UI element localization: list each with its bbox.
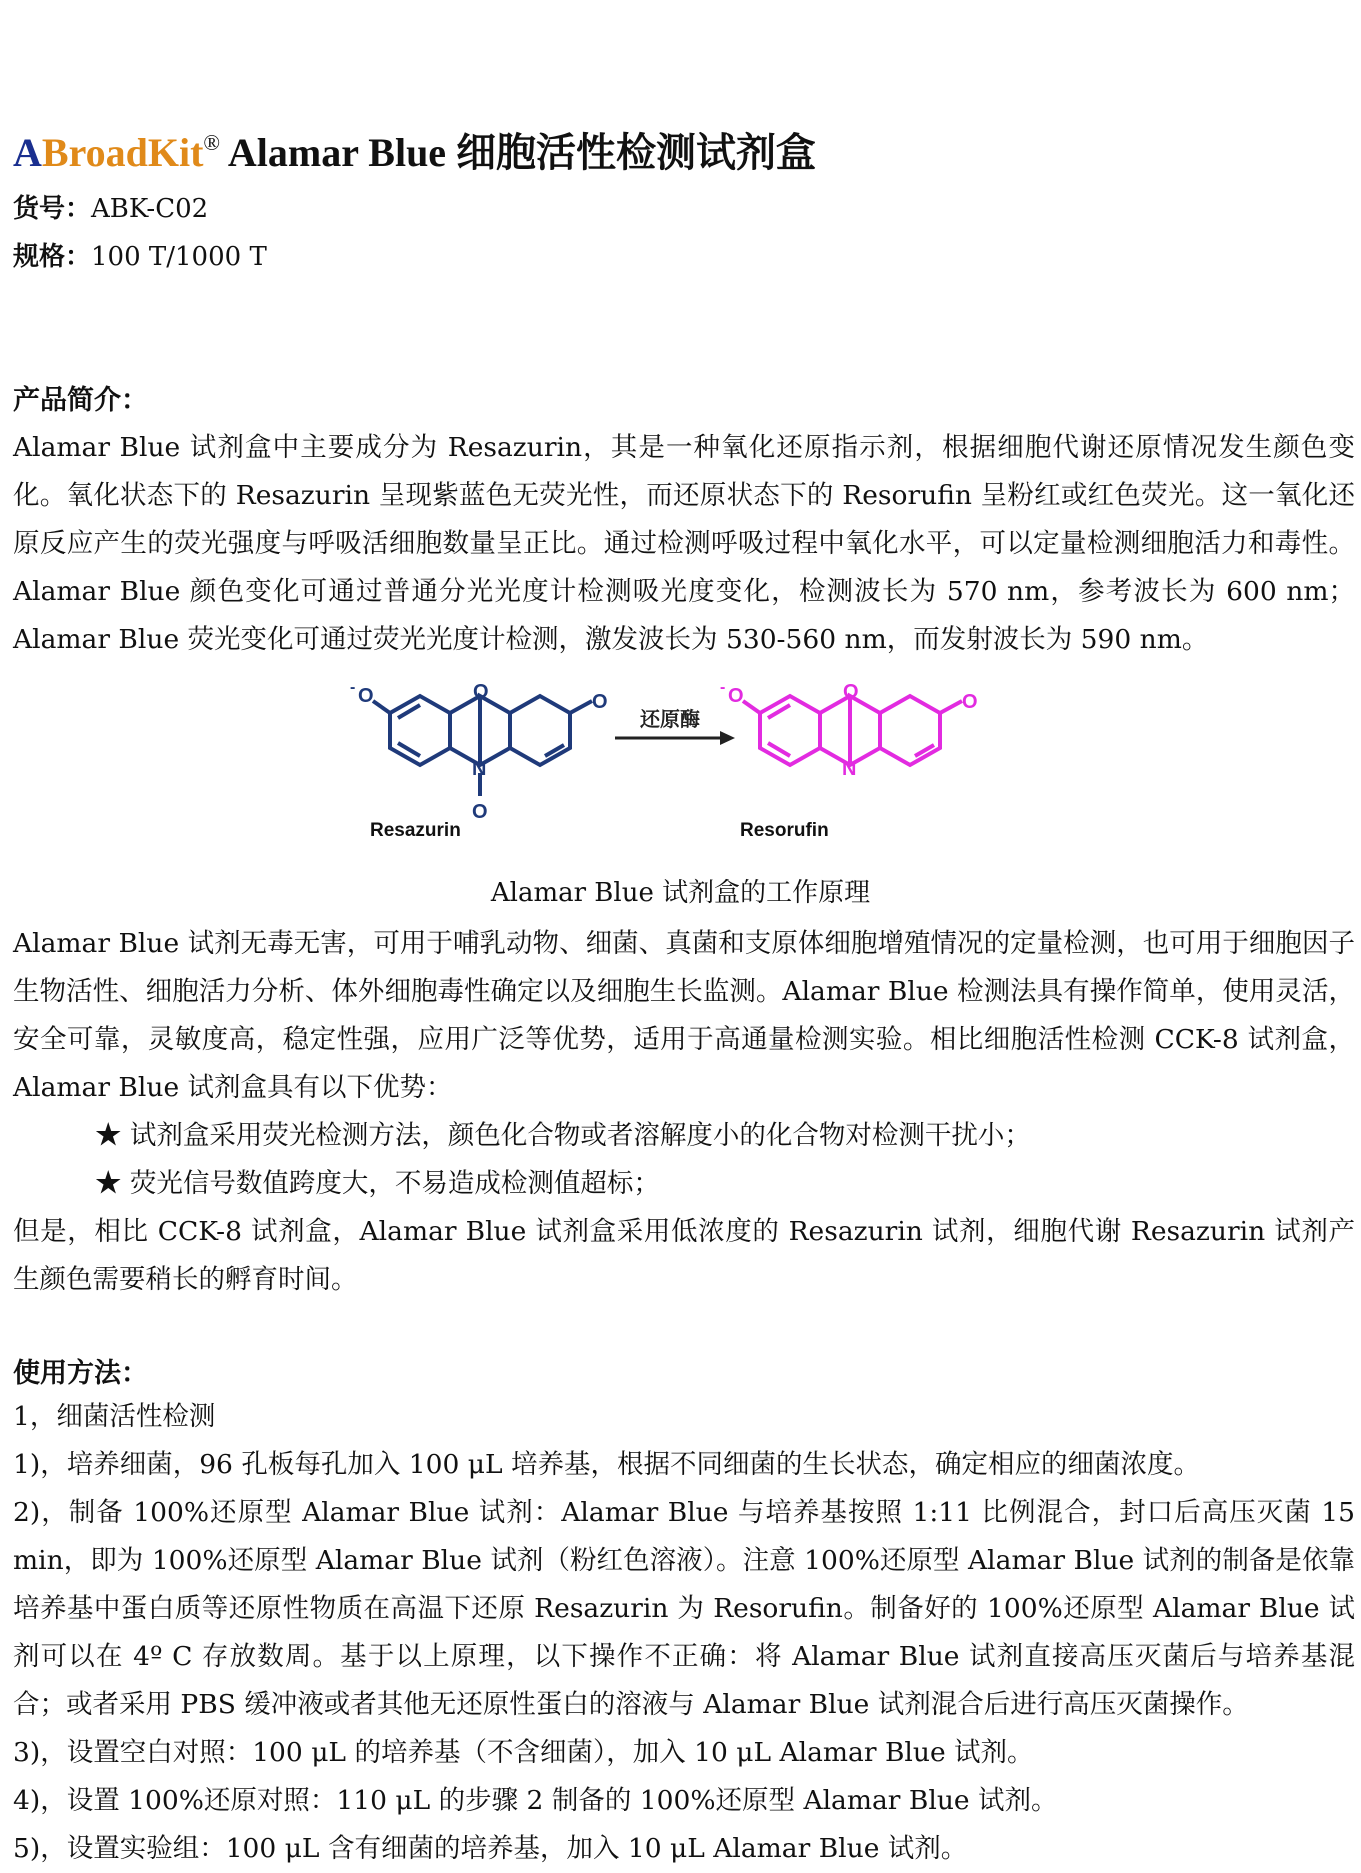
resazurin-ring-oxygen: O [473, 681, 489, 703]
resorufin-name: Resorufin [740, 820, 829, 841]
resazurin-phenolate-oxygen: O [358, 685, 374, 707]
usage-step-3: 3)，设置空白对照：100 μL 的培养基（不含细菌），加入 10 μL Alamar Blue 试剂。 [13, 1737, 1034, 1768]
catalog-label: 货号： [13, 194, 92, 224]
intro-paragraph-2: Alamar Blue 试剂无毒无害，可用于哺乳动物、细菌、真菌和支原体细胞增殖情况的定量检测，也可用于细胞因子生物活性、细胞活力分析、体外细胞毒性确定以及细胞生长监测。Alamar Blue 检测法具有操作简单，使用灵活，安全可靠，灵敏度高，稳定性强，应用广泛等优势，适用于高通量检测实验。相比细胞活性检测 CCK-8 试剂盒，Alamar Blue 试剂盒具有以下优势： [13, 928, 1355, 1103]
resazurin-nitrogen: N [472, 758, 487, 780]
resazurin-structure [373, 696, 592, 796]
section-heading-intro: 产品简介： [13, 385, 148, 416]
resorufin-ring-oxygen: O [843, 681, 859, 703]
resorufin-carbonyl-oxygen: O [962, 691, 978, 713]
spec-value: 100 T/1000 T [91, 242, 267, 272]
resorufin-structure [743, 696, 962, 765]
usage-step-2: 2)，制备 100%还原型 Alamar Blue 试剂：Alamar Blue 与培养基按照 1:11 比例混合，封口后高压灭菌 15 min，即为 100%还原型 Alamar Blue 试剂（粉红色溶液）。注意 100%还原型 Alamar Blue 试剂的制备是依靠培养基中蛋白质等还原性物质在高温下还原 Resazurin 为 Resorufin。制备好的 100%还原型 Alamar Blue 试剂可以在 4º C 存放数周。基于以上原理，以下操作不正确：将 Alamar Blue 试剂直接高压灭菌后与培养基混合；或者采用 PBS 缓冲液或者其他无还原性蛋白的溶液与 Alamar Blue 试剂混合后进行高压灭菌操作。 [13, 1497, 1355, 1720]
spec-label: 规格： [13, 242, 92, 272]
catalog-number [13, 192, 208, 226]
resazurin-n-oxide: O [472, 801, 488, 823]
resorufin-charge: - [720, 679, 726, 696]
advantage-item: ★ 荧光信号数值跨度大，不易造成检测值超标； [95, 1168, 660, 1199]
resazurin-name: Resazurin [370, 820, 461, 841]
intro-paragraph-3: 但是，相比 CCK-8 试剂盒，Alamar Blue 试剂盒采用低浓度的 Resazurin 试剂，细胞代谢 Resazurin 试剂产生颜色需要稍长的孵育时间。 [13, 1216, 1355, 1295]
resorufin-phenolate-oxygen: O [728, 685, 744, 707]
catalog-value: ABK-C02 [91, 194, 209, 224]
usage-subsection-title: 1，细菌活性检测 [13, 1401, 216, 1432]
resazurin-carbonyl-oxygen: O [592, 691, 608, 713]
brand-logo-a: A [13, 130, 42, 175]
usage-step-1: 1)，培养细菌，96 孔板每孔加入 100 μL 培养基，根据不同细菌的生长状态，确定相应的细菌浓度。 [13, 1449, 1201, 1480]
product-name: Alamar Blue 细胞活性检测试剂盒 [220, 130, 817, 175]
reaction-arrow [615, 707, 735, 745]
reaction-scheme [340, 668, 1020, 858]
brand-logo-text: BroadKit [41, 130, 204, 175]
intro-paragraph-1: Alamar Blue 试剂盒中主要成分为 Resazurin，其是一种氧化还原指示剂，根据细胞代谢还原情况发生颜色变化。氧化状态下的 Resazurin 呈现紫蓝色无荧光性，而还原状态下的 Resorufin 呈粉红或红色荧光。这一氧化还原反应产生的荧光强度与呼吸活细胞数量呈正比。通过检测呼吸过程中氧化水平，可以定量检测细胞活力和毒性。Alamar Blue 颜色变化可通过普通分光光度计检测吸光度变化，检测波长为 570 nm，参考波长为 600 nm；Alamar Blue 荧光变化可通过荧光光度计检测，激发波长为 530-560 nm，而发射波长为 590 nm。 [13, 432, 1355, 655]
usage-step-4: 4)，设置 100%还原对照：110 μL 的步骤 2 制备的 100%还原型 Alamar Blue 试剂。 [13, 1785, 1058, 1816]
document-title [13, 118, 816, 178]
resazurin-charge: - [350, 679, 356, 696]
specification [13, 240, 267, 274]
usage-step-5: 5)，设置实验组：100 μL 含有细菌的培养基，加入 10 μL Alamar Blue 试剂。 [13, 1833, 968, 1864]
registered-mark: ® [203, 130, 221, 155]
resorufin-nitrogen: N [842, 758, 857, 780]
figure-caption: Alamar Blue 试剂盒的工作原理 [490, 878, 871, 908]
advantage-item: ★ 试剂盒采用荧光检测方法，颜色化合物或者溶解度小的化合物对检测干扰小； [95, 1120, 1031, 1151]
section-heading-usage: 使用方法： [13, 1358, 148, 1389]
enzyme-label: 还原酶 [640, 709, 700, 731]
